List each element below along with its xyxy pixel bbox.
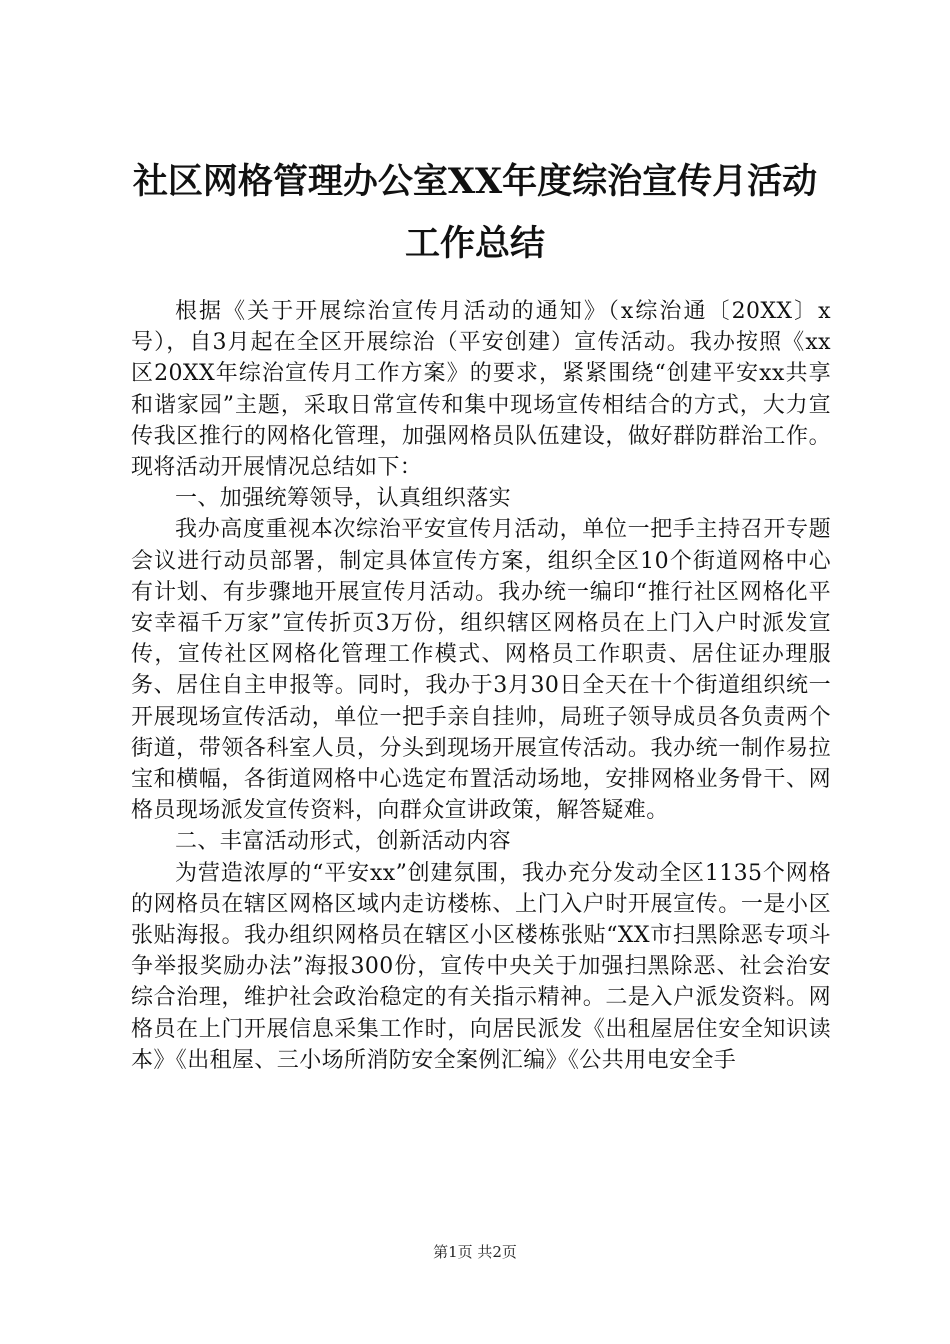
document-title-line-1: 社区网格管理办公室XX年度综治宣传月活动 — [132, 161, 818, 202]
page-footer: 第1页 共2页 — [433, 1243, 517, 1261]
paragraph-intro: 根据《关于开展综治宣传月活动的通知》（x综治通〔20XX〕x号），自3月起在全区开展综治（平安创建）宣传活动。我办按照《xx区20XX年综治宣传月工作方案》的要求，紧紧围绕“创建平安xx共享和谐家园”主题，采取日常宣传和集中现场宣传相结合的方式，大力宣传我区推行的网格化管理，加强网格员队伍建设，做好群防群治工作。现将活动开展情况总结如下： — [131, 299, 831, 481]
section-heading-2: 二、丰富活动形式，创新活动内容 — [175, 829, 512, 855]
document-body — [131, 296, 831, 1076]
section-heading-1: 一、加强统筹领导，认真组织落实 — [175, 486, 512, 512]
paragraph-section-1: 我办高度重视本次综治平安宣传月活动，单位一把手主持召开专题会议进行动员部署，制定具体宣传方案，组织全区10个街道网格中心有计划、有步骤地开展宣传月活动。我办统一编印“推行社区网格化平安幸福千万家”宣传折页3万份，组织辖区网格员在上门入户时派发宣传，宣传社区网格化管理工作模式、网格员工作职责、居住证办理服务、居住自主申报等。同时，我办于3月30日全天在十个街道组织统一开展现场宣传活动，单位一把手亲自挂帅，局班子领导成员各负责两个街道，带领各科室人员，分头到现场开展宣传活动。我办统一制作易拉宝和横幅，各街道网格中心选定布置活动场地，安排网格业务骨干、网格员现场派发宣传资料，向群众宣讲政策，解答疑难。 — [131, 517, 831, 824]
paragraph-section-2: 为营造浓厚的“平安xx”创建氛围，我办充分发动全区1135个网格的网格员在辖区网格区域内走访楼栋、上门入户时开展宣传。一是小区张贴海报。我办组织网格员在辖区小区楼栋张贴“XX市扫黑除恶专项斗争举报奖励办法”海报300份，宣传中央关于加强扫黑除恶、社会治安综合治理，维护社会政治稳定的有关指示精神。二是入户派发资料。网格员在上门开展信息采集工作时，向居民派发《出租屋居住安全知识读本》《出租屋、三小场所消防安全案例汇编》《公共用电安全手 — [131, 860, 831, 1073]
document-title-line-2: 工作总结 — [404, 223, 545, 264]
